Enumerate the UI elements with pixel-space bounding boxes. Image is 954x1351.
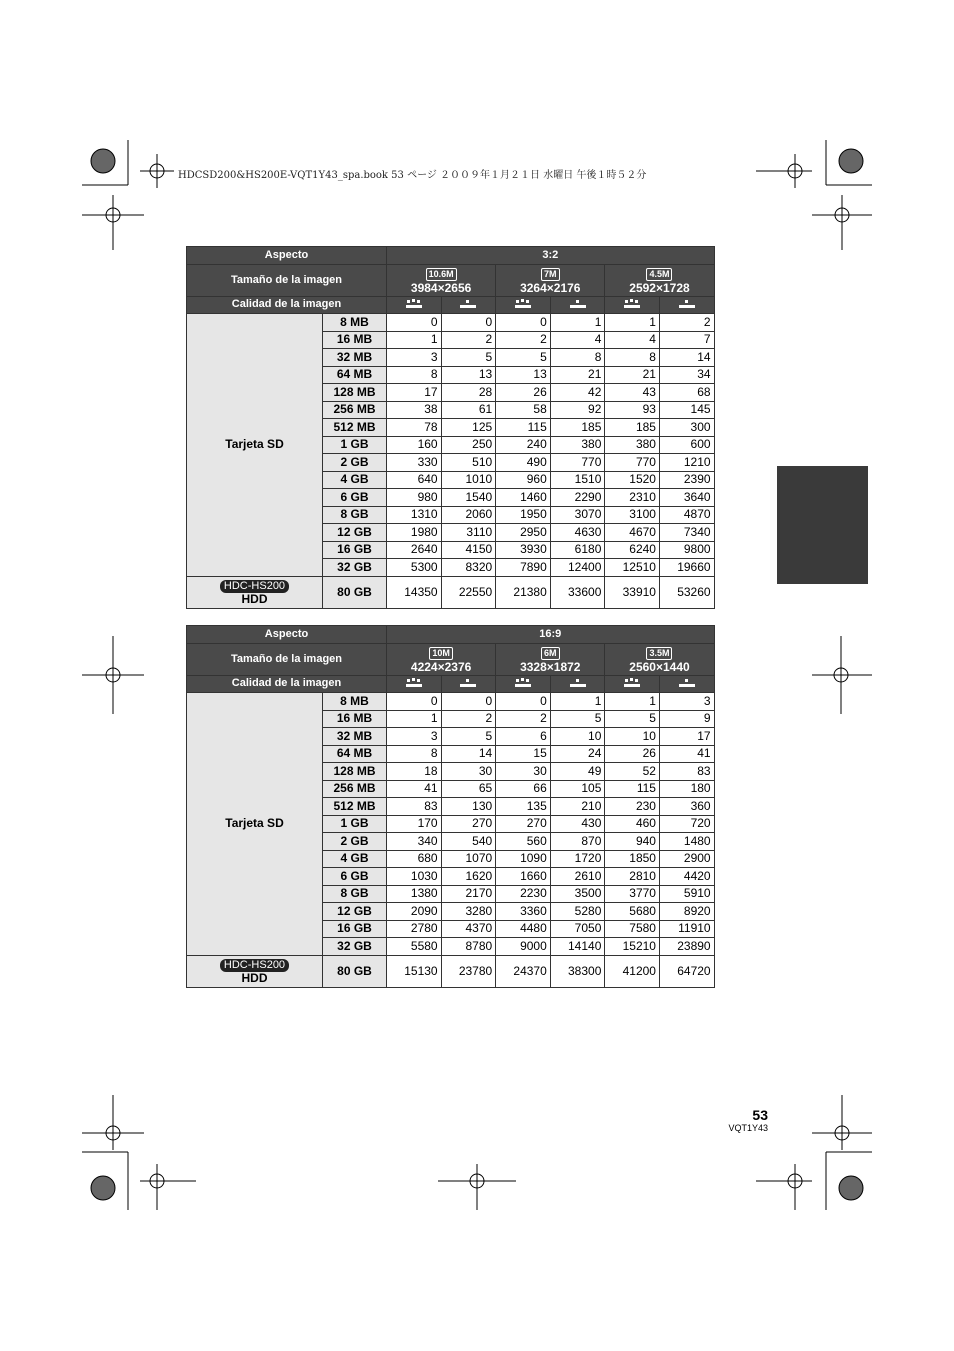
picture-count: 41 (659, 745, 714, 763)
picture-count: 940 (605, 833, 660, 851)
picture-count: 7340 (659, 524, 714, 542)
picture-count: 53260 (659, 576, 714, 608)
image-size-cell (496, 264, 605, 296)
print-header: HDCSD200&HS200E-VQT1Y43_spa.book 53 ページ ２００９年１月２１日 水曜日 午後１時５２分 (178, 170, 647, 181)
picture-count: 19660 (659, 559, 714, 577)
picture-count: 13 (496, 366, 551, 384)
picture-count: 770 (605, 454, 660, 472)
hdd-text: HDD (241, 970, 268, 985)
picture-count: 2060 (441, 506, 496, 524)
picture-count: 14 (441, 745, 496, 763)
quality-fine-cell (605, 675, 660, 693)
picture-count: 2230 (496, 885, 551, 903)
hdd-label (187, 576, 323, 608)
sd-card-label: Tarjeta SD (187, 693, 323, 956)
picture-count: 870 (550, 833, 605, 851)
picture-count: 4 (550, 331, 605, 349)
picture-count: 1030 (387, 868, 442, 886)
picture-count: 1850 (605, 850, 660, 868)
picture-count: 8920 (659, 903, 714, 921)
picture-count: 115 (496, 419, 551, 437)
aspect-value: 3:2 (387, 247, 715, 265)
picture-count: 160 (387, 436, 442, 454)
picture-count: 4150 (441, 541, 496, 559)
resolution: 3264×2176 (520, 280, 581, 295)
picture-count: 1 (550, 314, 605, 332)
picture-count: 23780 (441, 955, 496, 987)
hdd-model-badge: HDC-HS200 (220, 959, 289, 972)
picture-count: 6240 (605, 541, 660, 559)
picture-count: 170 (387, 815, 442, 833)
picture-count: 3 (659, 693, 714, 711)
picture-count: 4870 (659, 506, 714, 524)
capacity-label: 32 MB (323, 349, 387, 367)
picture-count: 23890 (659, 938, 714, 956)
picture-count: 2 (441, 710, 496, 728)
picture-count: 2950 (496, 524, 551, 542)
picture-count: 33600 (550, 576, 605, 608)
picture-count: 135 (496, 798, 551, 816)
picture-count: 10 (605, 728, 660, 746)
picture-count: 1720 (550, 850, 605, 868)
capacity-label: 12 GB (323, 903, 387, 921)
picture-count: 1460 (496, 489, 551, 507)
quality-standard-cell (441, 675, 496, 693)
picture-count: 3770 (605, 885, 660, 903)
picture-count: 1510 (550, 471, 605, 489)
picture-count: 58 (496, 401, 551, 419)
picture-count: 15130 (387, 955, 442, 987)
picture-count: 2610 (550, 868, 605, 886)
capacity-label: 128 MB (323, 384, 387, 402)
image-quality-label: Calidad de la imagen (187, 296, 387, 314)
capacity-label: 32 GB (323, 559, 387, 577)
picture-count: 2810 (605, 868, 660, 886)
page-number: 53 (752, 1107, 768, 1123)
quality-standard-icon (570, 678, 586, 688)
picture-count: 7 (659, 331, 714, 349)
picture-count: 1620 (441, 868, 496, 886)
picture-count: 1950 (496, 506, 551, 524)
picture-count: 0 (387, 314, 442, 332)
picture-count: 93 (605, 401, 660, 419)
picture-count: 30 (441, 763, 496, 781)
picture-count: 300 (659, 419, 714, 437)
picture-count: 0 (496, 693, 551, 711)
table-row (187, 576, 715, 608)
picture-count: 2900 (659, 850, 714, 868)
picture-count: 92 (550, 401, 605, 419)
aspect-value: 16:9 (387, 626, 715, 644)
picture-count: 720 (659, 815, 714, 833)
quality-fine-icon (515, 678, 531, 688)
capacity-label: 2 GB (323, 833, 387, 851)
quality-standard-cell (441, 296, 496, 314)
picture-count: 8780 (441, 938, 496, 956)
capacity-label: 1 GB (323, 436, 387, 454)
image-size-cell (387, 643, 496, 675)
picture-count: 0 (496, 314, 551, 332)
table-row (187, 314, 715, 332)
picture-count: 15210 (605, 938, 660, 956)
image-size-cell (387, 264, 496, 296)
picture-count: 21 (550, 366, 605, 384)
picture-count: 5 (441, 349, 496, 367)
picture-count: 30 (496, 763, 551, 781)
picture-count: 2 (659, 314, 714, 332)
picture-count: 1380 (387, 885, 442, 903)
picture-count: 78 (387, 419, 442, 437)
capacity-label: 128 MB (323, 763, 387, 781)
capacity-label: 32 MB (323, 728, 387, 746)
picture-count: 9 (659, 710, 714, 728)
quality-standard-cell (550, 675, 605, 693)
picture-count: 1090 (496, 850, 551, 868)
picture-count: 43 (605, 384, 660, 402)
picture-count: 17 (659, 728, 714, 746)
quality-fine-cell (496, 296, 551, 314)
quality-fine-icon (624, 299, 640, 309)
quality-standard-cell (659, 296, 714, 314)
picture-count: 5 (441, 728, 496, 746)
picture-count: 2290 (550, 489, 605, 507)
picture-count: 145 (659, 401, 714, 419)
picture-count: 3930 (496, 541, 551, 559)
image-size-cell (496, 643, 605, 675)
picture-count: 68 (659, 384, 714, 402)
picture-count: 12510 (605, 559, 660, 577)
picture-count: 8 (387, 366, 442, 384)
image-size-cell (605, 643, 714, 675)
picture-count: 5 (605, 710, 660, 728)
picture-count: 12400 (550, 559, 605, 577)
picture-count: 185 (605, 419, 660, 437)
picture-count: 0 (441, 314, 496, 332)
picture-count: 2 (496, 710, 551, 728)
quality-standard-icon (460, 299, 476, 309)
picture-count: 8 (605, 349, 660, 367)
quality-standard-icon (570, 299, 586, 309)
picture-count: 65 (441, 780, 496, 798)
picture-count: 8 (550, 349, 605, 367)
picture-count: 600 (659, 436, 714, 454)
picture-count: 14 (659, 349, 714, 367)
capacity-label: 8 GB (323, 506, 387, 524)
picture-count: 4630 (550, 524, 605, 542)
capacity-label: 64 MB (323, 745, 387, 763)
picture-count: 360 (659, 798, 714, 816)
resolution: 2560×1440 (629, 659, 690, 674)
picture-count: 14140 (550, 938, 605, 956)
picture-count: 230 (605, 798, 660, 816)
picture-count: 10 (550, 728, 605, 746)
capacity-label: 6 GB (323, 489, 387, 507)
quality-standard-icon (460, 678, 476, 688)
picture-count: 115 (605, 780, 660, 798)
capacity-label: 16 MB (323, 331, 387, 349)
picture-count: 490 (496, 454, 551, 472)
image-quality-label: Calidad de la imagen (187, 675, 387, 693)
picture-count: 2780 (387, 920, 442, 938)
picture-count: 1 (387, 710, 442, 728)
picture-count: 5300 (387, 559, 442, 577)
picture-count: 3280 (441, 903, 496, 921)
capacity-label: 2 GB (323, 454, 387, 472)
picture-count: 340 (387, 833, 442, 851)
quality-fine-cell (605, 296, 660, 314)
picture-count: 1 (387, 331, 442, 349)
picture-count: 3 (387, 349, 442, 367)
quality-fine-icon (624, 678, 640, 688)
capacity-label: 512 MB (323, 798, 387, 816)
picture-count: 210 (550, 798, 605, 816)
picture-count: 24 (550, 745, 605, 763)
picture-count: 4670 (605, 524, 660, 542)
picture-count: 1 (605, 314, 660, 332)
aspect-label: Aspecto (187, 626, 387, 644)
picture-count: 270 (496, 815, 551, 833)
capacity-label: 32 GB (323, 938, 387, 956)
capacity-label: 80 GB (323, 576, 387, 608)
picture-count: 26 (605, 745, 660, 763)
quality-fine-cell (387, 296, 442, 314)
capacity-table (186, 625, 715, 988)
picture-count: 1 (605, 693, 660, 711)
picture-count: 380 (605, 436, 660, 454)
picture-count: 3500 (550, 885, 605, 903)
capacity-label: 256 MB (323, 401, 387, 419)
picture-count: 38 (387, 401, 442, 419)
quality-standard-cell (550, 296, 605, 314)
picture-count: 5910 (659, 885, 714, 903)
picture-count: 1540 (441, 489, 496, 507)
picture-count: 2 (496, 331, 551, 349)
picture-count: 2170 (441, 885, 496, 903)
picture-count: 185 (550, 419, 605, 437)
picture-count: 2 (441, 331, 496, 349)
megapixel-badge: 10.6M (426, 268, 457, 281)
megapixel-badge: 6M (541, 647, 560, 660)
picture-count: 2640 (387, 541, 442, 559)
picture-count: 1 (550, 693, 605, 711)
resolution: 4224×2376 (410, 659, 472, 674)
megapixel-badge: 4.5M (646, 268, 672, 281)
picture-count: 5580 (387, 938, 442, 956)
picture-count: 28 (441, 384, 496, 402)
picture-count: 7050 (550, 920, 605, 938)
picture-count: 33910 (605, 576, 660, 608)
picture-count: 770 (550, 454, 605, 472)
picture-count: 15 (496, 745, 551, 763)
picture-count: 180 (659, 780, 714, 798)
picture-count: 3100 (605, 506, 660, 524)
capacity-label: 4 GB (323, 850, 387, 868)
section-tab (777, 466, 868, 584)
capacity-label: 8 MB (323, 314, 387, 332)
picture-count: 4370 (441, 920, 496, 938)
picture-count: 21380 (496, 576, 551, 608)
picture-count: 24370 (496, 955, 551, 987)
quality-fine-icon (515, 299, 531, 309)
picture-count: 3 (387, 728, 442, 746)
capacity-label: 80 GB (323, 955, 387, 987)
picture-count: 8320 (441, 559, 496, 577)
picture-count: 14350 (387, 576, 442, 608)
table-row (187, 693, 715, 711)
quality-fine-cell (496, 675, 551, 693)
picture-count: 61 (441, 401, 496, 419)
picture-count: 18 (387, 763, 442, 781)
picture-count: 6 (496, 728, 551, 746)
picture-count: 5280 (550, 903, 605, 921)
picture-count: 125 (441, 419, 496, 437)
picture-count: 270 (441, 815, 496, 833)
resolution: 3328×1872 (520, 659, 581, 674)
megapixel-badge: 3.5M (646, 647, 672, 660)
picture-count: 330 (387, 454, 442, 472)
picture-count: 1480 (659, 833, 714, 851)
capacity-label: 4 GB (323, 471, 387, 489)
image-size-label: Tamaño de la imagen (187, 264, 387, 296)
resolution: 3984×2656 (410, 280, 472, 295)
aspect-label: Aspecto (187, 247, 387, 265)
megapixel-badge: 10M (429, 647, 453, 660)
picture-count: 66 (496, 780, 551, 798)
picture-count: 6180 (550, 541, 605, 559)
page-code: VQT1Y43 (728, 1123, 768, 1133)
sd-card-label: Tarjeta SD (187, 314, 323, 577)
hdd-text: HDD (241, 591, 268, 606)
picture-count: 680 (387, 850, 442, 868)
picture-count: 0 (387, 693, 442, 711)
quality-standard-cell (659, 675, 714, 693)
picture-count: 460 (605, 815, 660, 833)
picture-count: 540 (441, 833, 496, 851)
picture-count: 5 (496, 349, 551, 367)
picture-count: 5 (550, 710, 605, 728)
picture-count: 0 (441, 693, 496, 711)
picture-count: 21 (605, 366, 660, 384)
picture-count: 3070 (550, 506, 605, 524)
capacity-label: 512 MB (323, 419, 387, 437)
picture-count: 240 (496, 436, 551, 454)
picture-count: 560 (496, 833, 551, 851)
picture-count: 4420 (659, 868, 714, 886)
capacity-label: 8 MB (323, 693, 387, 711)
picture-count: 105 (550, 780, 605, 798)
table-row (187, 955, 715, 987)
capacity-label: 256 MB (323, 780, 387, 798)
picture-count: 83 (387, 798, 442, 816)
capacity-label: 12 GB (323, 524, 387, 542)
picture-count: 1520 (605, 471, 660, 489)
picture-count: 26 (496, 384, 551, 402)
picture-count: 2090 (387, 903, 442, 921)
picture-count: 380 (550, 436, 605, 454)
capacity-label: 16 MB (323, 710, 387, 728)
capacity-label: 6 GB (323, 868, 387, 886)
capacity-label: 8 GB (323, 885, 387, 903)
picture-count: 5680 (605, 903, 660, 921)
picture-count: 130 (441, 798, 496, 816)
megapixel-badge: 7M (541, 268, 560, 281)
picture-count: 7890 (496, 559, 551, 577)
picture-count: 1210 (659, 454, 714, 472)
quality-standard-icon (679, 299, 695, 309)
picture-count: 3360 (496, 903, 551, 921)
picture-count: 64720 (659, 955, 714, 987)
picture-count: 13 (441, 366, 496, 384)
picture-count: 1660 (496, 868, 551, 886)
quality-fine-icon (406, 299, 422, 309)
picture-count: 38300 (550, 955, 605, 987)
picture-count: 11910 (659, 920, 714, 938)
picture-count: 49 (550, 763, 605, 781)
picture-count: 960 (496, 471, 551, 489)
picture-count: 640 (387, 471, 442, 489)
picture-count: 2390 (659, 471, 714, 489)
hdd-model-badge: HDC-HS200 (220, 580, 289, 593)
picture-count: 1980 (387, 524, 442, 542)
resolution: 2592×1728 (629, 280, 690, 295)
quality-fine-icon (406, 678, 422, 688)
image-size-label: Tamaño de la imagen (187, 643, 387, 675)
picture-count: 430 (550, 815, 605, 833)
picture-count: 42 (550, 384, 605, 402)
capacity-label: 16 GB (323, 541, 387, 559)
picture-count: 1310 (387, 506, 442, 524)
picture-count: 4480 (496, 920, 551, 938)
picture-count: 41 (387, 780, 442, 798)
quality-standard-icon (679, 678, 695, 688)
picture-count: 34 (659, 366, 714, 384)
capacity-table (186, 246, 715, 609)
picture-count: 9000 (496, 938, 551, 956)
picture-count: 41200 (605, 955, 660, 987)
picture-count: 17 (387, 384, 442, 402)
picture-count: 3110 (441, 524, 496, 542)
picture-count: 2310 (605, 489, 660, 507)
picture-count: 83 (659, 763, 714, 781)
capacity-label: 16 GB (323, 920, 387, 938)
picture-count: 9800 (659, 541, 714, 559)
capacity-label: 64 MB (323, 366, 387, 384)
picture-count: 1070 (441, 850, 496, 868)
picture-count: 510 (441, 454, 496, 472)
quality-fine-cell (387, 675, 442, 693)
picture-count: 8 (387, 745, 442, 763)
picture-count: 4 (605, 331, 660, 349)
picture-count: 980 (387, 489, 442, 507)
picture-count: 1010 (441, 471, 496, 489)
picture-count: 250 (441, 436, 496, 454)
picture-count: 3640 (659, 489, 714, 507)
image-size-cell (605, 264, 714, 296)
picture-count: 7580 (605, 920, 660, 938)
picture-count: 52 (605, 763, 660, 781)
hdd-label (187, 955, 323, 987)
capacity-label: 1 GB (323, 815, 387, 833)
picture-count: 22550 (441, 576, 496, 608)
